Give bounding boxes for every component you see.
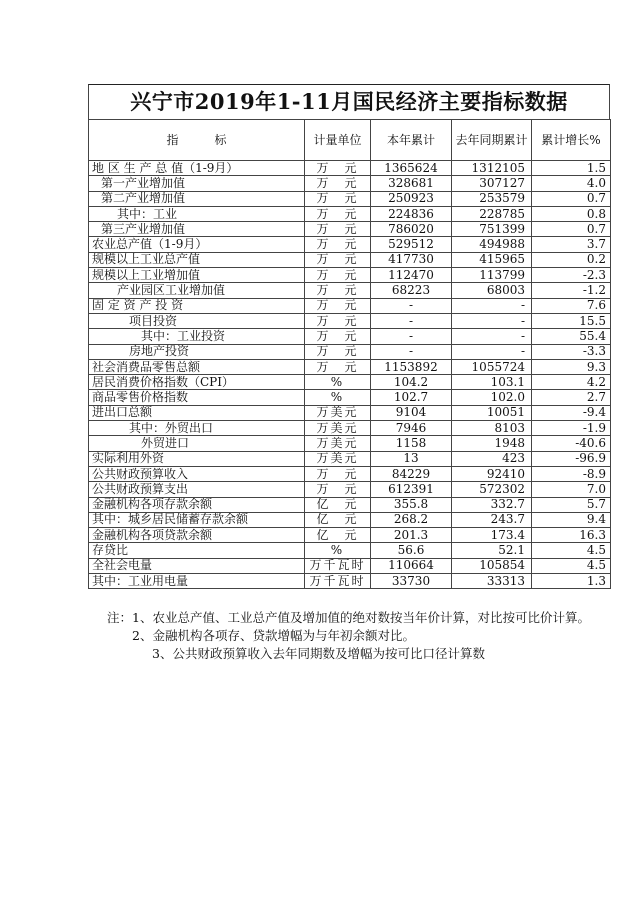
row-previous: 572302 — [452, 482, 532, 497]
row-unit: 亿 元 — [305, 512, 371, 527]
row-unit: % — [305, 390, 371, 405]
table-row — [89, 329, 611, 344]
table-row — [89, 161, 611, 176]
row-indicator: 其中：外贸出口 — [89, 421, 305, 436]
header-indicator: 指 标 — [89, 120, 305, 161]
row-unit: 亿 元 — [305, 497, 371, 512]
row-indicator: 社会消费品零售总额 — [89, 359, 305, 374]
row-current: 112470 — [371, 268, 452, 283]
row-growth: -8.9 — [532, 466, 611, 481]
row-current: 84229 — [371, 466, 452, 481]
row-current: 201.3 — [371, 528, 452, 543]
row-indicator: 全社会电量 — [89, 558, 305, 573]
row-indicator: 第一产业增加值 — [89, 176, 305, 191]
row-current: 33730 — [371, 574, 452, 589]
row-previous: 10051 — [452, 405, 532, 420]
row-indicator: 地 区 生 产 总 值（1-9月） — [89, 161, 305, 176]
row-current: 224836 — [371, 206, 452, 221]
row-indicator: 金融机构各项存款余额 — [89, 497, 305, 512]
header-growth: 累计增长% — [532, 120, 611, 161]
table-row — [89, 359, 611, 374]
row-previous: 415965 — [452, 252, 532, 267]
table-row — [89, 206, 611, 221]
row-previous: - — [452, 344, 532, 359]
row-growth: 0.7 — [532, 222, 611, 237]
row-current: 417730 — [371, 252, 452, 267]
row-unit: 万 元 — [305, 344, 371, 359]
row-indicator: 外贸进口 — [89, 436, 305, 451]
table-row — [89, 528, 611, 543]
row-indicator: 公共财政预算收入 — [89, 466, 305, 481]
table-row — [89, 405, 611, 420]
row-unit: 万 元 — [305, 466, 371, 481]
table-row — [89, 252, 611, 267]
header-previous: 去年同期累计 — [452, 120, 532, 161]
row-unit: 万 元 — [305, 222, 371, 237]
row-indicator: 房地产投资 — [89, 344, 305, 359]
row-current: 1158 — [371, 436, 452, 451]
row-indicator: 存贷比 — [89, 543, 305, 558]
row-growth: 1.5 — [532, 161, 611, 176]
table-row — [89, 390, 611, 405]
row-indicator: 农业总产值（1-9月） — [89, 237, 305, 252]
row-current: 612391 — [371, 482, 452, 497]
row-growth: 3.7 — [532, 237, 611, 252]
row-previous: 494988 — [452, 237, 532, 252]
row-unit: 亿 元 — [305, 528, 371, 543]
row-previous: 52.1 — [452, 543, 532, 558]
row-current: 102.7 — [371, 390, 452, 405]
row-current: 355.8 — [371, 497, 452, 512]
row-previous: 751399 — [452, 222, 532, 237]
table-row — [89, 543, 611, 558]
row-unit: 万 元 — [305, 482, 371, 497]
row-current: 68223 — [371, 283, 452, 298]
row-previous: 173.4 — [452, 528, 532, 543]
row-current: 13 — [371, 451, 452, 466]
row-growth: -2.3 — [532, 268, 611, 283]
row-current: - — [371, 298, 452, 313]
row-growth: -96.9 — [532, 451, 611, 466]
row-current: 268.2 — [371, 512, 452, 527]
row-unit: 万 元 — [305, 252, 371, 267]
table-row — [89, 466, 611, 481]
row-current: 9104 — [371, 405, 452, 420]
row-growth: -1.2 — [532, 283, 611, 298]
table-header-row — [89, 120, 611, 161]
row-growth: 1.3 — [532, 574, 611, 589]
row-growth: 9.4 — [532, 512, 611, 527]
row-indicator: 固 定 资 产 投 资 — [89, 298, 305, 313]
row-indicator: 金融机构各项贷款余额 — [89, 528, 305, 543]
row-indicator: 进出口总额 — [89, 405, 305, 420]
row-previous: 228785 — [452, 206, 532, 221]
row-current: 328681 — [371, 176, 452, 191]
row-indicator: 居民消费价格指数（CPI） — [89, 375, 305, 390]
table-row — [89, 451, 611, 466]
table-row — [89, 497, 611, 512]
row-growth: 4.5 — [532, 558, 611, 573]
table-row — [89, 313, 611, 328]
row-growth: -40.6 — [532, 436, 611, 451]
row-indicator: 规模以上工业增加值 — [89, 268, 305, 283]
row-previous: 8103 — [452, 421, 532, 436]
row-growth: 9.3 — [532, 359, 611, 374]
table-row — [89, 436, 611, 451]
row-previous: 1948 — [452, 436, 532, 451]
row-current: 104.2 — [371, 375, 452, 390]
row-previous: - — [452, 313, 532, 328]
row-indicator: 其中：城乡居民储蓄存款余额 — [89, 512, 305, 527]
header-unit: 计量单位 — [305, 120, 371, 161]
row-previous: 307127 — [452, 176, 532, 191]
row-unit: 万 元 — [305, 161, 371, 176]
row-growth: 55.4 — [532, 329, 611, 344]
row-previous: 105854 — [452, 558, 532, 573]
row-unit: % — [305, 543, 371, 558]
row-growth: 2.7 — [532, 390, 611, 405]
row-unit: 万 元 — [305, 268, 371, 283]
row-growth: 0.8 — [532, 206, 611, 221]
table-row — [89, 283, 611, 298]
row-unit: 万千瓦时 — [305, 574, 371, 589]
footnote-1: 注：1、农业总产值、工业总产值及增加值的绝对数按当年价计算，对比按可比价计算。 — [107, 610, 590, 625]
row-previous: 102.0 — [452, 390, 532, 405]
row-unit: 万 元 — [305, 176, 371, 191]
row-current: 529512 — [371, 237, 452, 252]
row-unit: 万 元 — [305, 283, 371, 298]
row-previous: 92410 — [452, 466, 532, 481]
statistics-sheet — [88, 84, 610, 589]
row-growth: -9.4 — [532, 405, 611, 420]
row-indicator: 产业园区工业增加值 — [89, 283, 305, 298]
row-growth: 4.5 — [532, 543, 611, 558]
table-row — [89, 375, 611, 390]
row-previous: 1055724 — [452, 359, 532, 374]
row-indicator: 第二产业增加值 — [89, 191, 305, 206]
row-current: 1153892 — [371, 359, 452, 374]
row-growth: -3.3 — [532, 344, 611, 359]
table-row — [89, 237, 611, 252]
row-growth: 5.7 — [532, 497, 611, 512]
row-current: - — [371, 313, 452, 328]
table-row — [89, 268, 611, 283]
table-body — [89, 161, 611, 589]
row-previous: 113799 — [452, 268, 532, 283]
row-unit: 万 元 — [305, 329, 371, 344]
row-indicator: 其中：工业投资 — [89, 329, 305, 344]
row-unit: 万美元 — [305, 421, 371, 436]
row-previous: 243.7 — [452, 512, 532, 527]
row-indicator: 其中：工业 — [89, 206, 305, 221]
row-previous: 103.1 — [452, 375, 532, 390]
row-previous: 332.7 — [452, 497, 532, 512]
table-row — [89, 574, 611, 589]
row-unit: 万 元 — [305, 206, 371, 221]
header-current: 本年累计 — [371, 120, 452, 161]
table-row — [89, 482, 611, 497]
row-current: 250923 — [371, 191, 452, 206]
row-indicator: 公共财政预算支出 — [89, 482, 305, 497]
table-row — [89, 558, 611, 573]
row-current: 786020 — [371, 222, 452, 237]
indicators-table — [88, 119, 611, 589]
table-row — [89, 176, 611, 191]
row-previous: - — [452, 329, 532, 344]
row-unit: 万 元 — [305, 313, 371, 328]
table-row — [89, 298, 611, 313]
row-indicator: 规模以上工业总产值 — [89, 252, 305, 267]
footnote-2: 2、金融机构各项存、贷款增幅为与年初余额对比。 — [132, 628, 415, 643]
row-current: 7946 — [371, 421, 452, 436]
page-title: 兴宁市2019年1-11月国民经济主要指标数据 — [88, 84, 610, 119]
table-row — [89, 222, 611, 237]
row-previous: 1312105 — [452, 161, 532, 176]
row-unit: 万 元 — [305, 298, 371, 313]
row-growth: 0.7 — [532, 191, 611, 206]
row-previous: 33313 — [452, 574, 532, 589]
row-growth: 15.5 — [532, 313, 611, 328]
footnote-3: 3、公共财政预算收入去年同期数及增幅为按可比口径计算数 — [152, 646, 485, 661]
row-indicator: 商品零售价格指数 — [89, 390, 305, 405]
row-current: 1365624 — [371, 161, 452, 176]
row-current: 110664 — [371, 558, 452, 573]
row-previous: - — [452, 298, 532, 313]
row-unit: 万 元 — [305, 191, 371, 206]
row-growth: 4.0 — [532, 176, 611, 191]
row-indicator: 其中：工业用电量 — [89, 574, 305, 589]
row-current: 56.6 — [371, 543, 452, 558]
row-previous: 68003 — [452, 283, 532, 298]
row-unit: % — [305, 375, 371, 390]
row-growth: -1.9 — [532, 421, 611, 436]
row-indicator: 项目投资 — [89, 313, 305, 328]
row-current: - — [371, 344, 452, 359]
row-growth: 4.2 — [532, 375, 611, 390]
row-indicator: 第三产业增加值 — [89, 222, 305, 237]
row-growth: 16.3 — [532, 528, 611, 543]
table-row — [89, 421, 611, 436]
footnotes — [107, 609, 590, 663]
row-growth: 7.0 — [532, 482, 611, 497]
row-previous: 253579 — [452, 191, 532, 206]
row-unit: 万美元 — [305, 405, 371, 420]
row-unit: 万美元 — [305, 451, 371, 466]
table-row — [89, 344, 611, 359]
row-growth: 0.2 — [532, 252, 611, 267]
row-growth: 7.6 — [532, 298, 611, 313]
table-row — [89, 512, 611, 527]
row-indicator: 实际利用外资 — [89, 451, 305, 466]
row-unit: 万美元 — [305, 436, 371, 451]
row-previous: 423 — [452, 451, 532, 466]
table-row — [89, 191, 611, 206]
row-unit: 万 元 — [305, 237, 371, 252]
row-unit: 万千瓦时 — [305, 558, 371, 573]
row-unit: 万 元 — [305, 359, 371, 374]
row-current: - — [371, 329, 452, 344]
